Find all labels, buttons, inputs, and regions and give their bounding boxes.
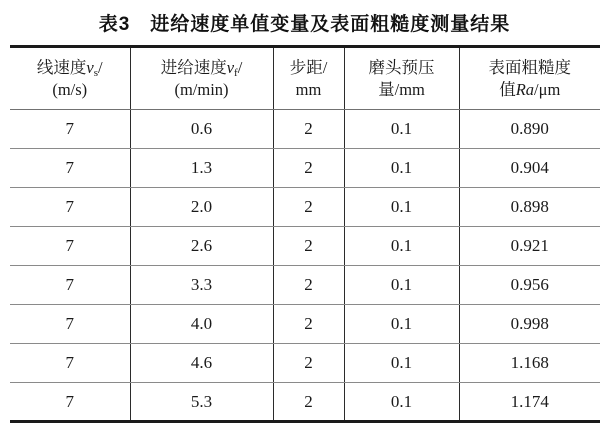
col-header-step-distance [273, 47, 344, 110]
table-cell: 1.174 [510, 391, 549, 411]
table-cell: 2 [273, 149, 344, 188]
header-unit: (m/s) [52, 79, 88, 99]
table-cell: 1.168 [459, 344, 600, 383]
table-cell: 5.3 [130, 383, 273, 422]
header-text: 进给速度 [160, 57, 227, 77]
table-cell: 0.1 [344, 188, 459, 227]
header-text: 线速度 [36, 57, 87, 77]
table-cell: 7 [10, 344, 130, 383]
table-cell: 0.6 [130, 110, 273, 149]
table-cell: 3.3 [130, 266, 273, 305]
table-cell: 0.1 [344, 383, 459, 422]
table-cell: 0.1 [344, 266, 459, 305]
table-cell: 2 [273, 188, 344, 227]
table-cell: 7 [10, 110, 130, 149]
variable-subscript: f [234, 66, 238, 79]
table-cell: 0.1 [344, 149, 459, 188]
table-cell: 7 [10, 227, 130, 266]
table-cell: 7 [10, 383, 130, 422]
header-unit: /μm [534, 79, 561, 99]
table-cell: 7 [10, 149, 130, 188]
table-cell: 4.6 [130, 344, 273, 383]
header-text: 值 [499, 79, 516, 99]
table-cell: 0.1 [344, 305, 459, 344]
table-cell: 0.898 [459, 188, 600, 227]
table-cell: 2.0 [130, 188, 273, 227]
table-cell: 0.1 [344, 344, 459, 383]
col-header-roughness [459, 47, 600, 110]
table-row [10, 149, 600, 188]
table-cell: 2.6 [130, 227, 273, 266]
col-header-linear-speed [10, 47, 130, 110]
data-table [10, 45, 600, 423]
table-cell: 2 [273, 266, 344, 305]
table-row [10, 266, 600, 305]
table-cell: 0.998 [459, 305, 600, 344]
col-header-feed-speed [130, 47, 273, 110]
table-cell: 0.1 [344, 227, 459, 266]
header-unit: (m/min) [174, 79, 229, 99]
header-unit: 量/mm [378, 79, 425, 99]
table-caption: 表3 进给速度单值变量及表面粗糙度测量结果 [98, 14, 511, 35]
header-text: / [98, 57, 103, 77]
col-header-preload [344, 47, 459, 110]
header-text: 表面粗糙度 [488, 57, 571, 77]
header-row [10, 47, 600, 110]
header-text: 磨头预压 [368, 57, 435, 77]
table-cell: 7 [10, 266, 130, 305]
table-cell: 0.956 [459, 266, 600, 305]
table-row [10, 188, 600, 227]
table-row [10, 383, 600, 422]
table-cell: 7 [10, 188, 130, 227]
table-cell: 2 [273, 383, 344, 422]
table-cell: 0.890 [459, 110, 600, 149]
table-row [10, 227, 600, 266]
header-text: / [237, 57, 243, 77]
table-cell: 2 [273, 110, 344, 149]
table-cell: 7 [10, 305, 130, 344]
header-unit: mm [295, 79, 322, 99]
table-cell: 4.0 [130, 305, 273, 344]
table-cell: 0.921 [459, 227, 600, 266]
variable-symbol: Ra [515, 79, 535, 99]
table-cell: 2 [273, 305, 344, 344]
header-text: 步距/ [289, 57, 328, 77]
variable-subscript: s [93, 66, 98, 79]
table-cell: 2 [273, 227, 344, 266]
variable-symbol: v [226, 57, 235, 77]
table-cell: 2 [273, 344, 344, 383]
table-cell: 0.904 [459, 149, 600, 188]
variable-symbol: v [86, 57, 94, 77]
table-cell: 0.1 [344, 110, 459, 149]
table-row [10, 305, 600, 344]
table-row [10, 110, 600, 149]
table-row [10, 344, 600, 383]
table-cell: 1.3 [130, 149, 273, 188]
